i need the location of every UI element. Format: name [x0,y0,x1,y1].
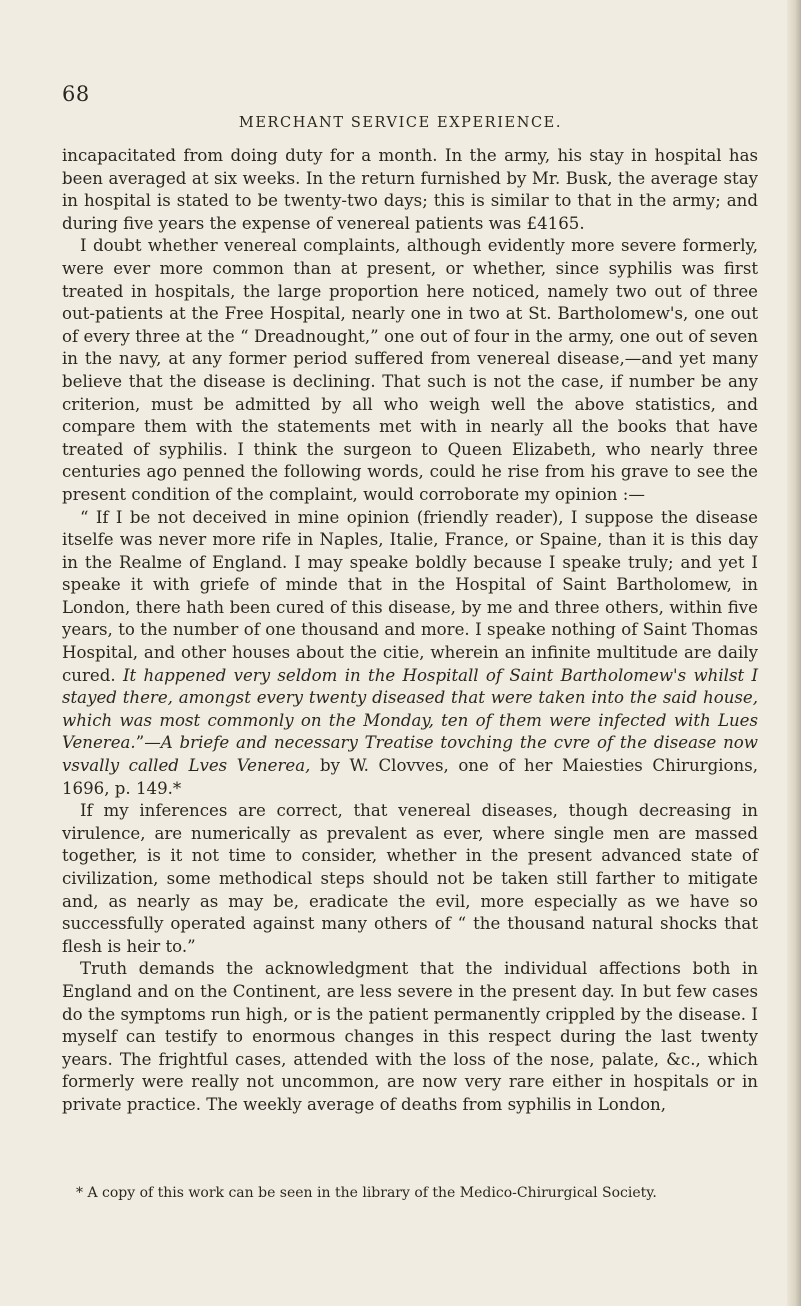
paragraph-2: I doubt whether venereal complaints, although evidently more severe formerly, were ever more common than at present, or whether, since syphilis was first treated in hospitals, the large proportion here noticed, namely two out of three out-patients at the Free Hospital, nearly one in two at St. Bartholomew's, one out of every three at the “ Dreadnought,” one out of four in the army, one out of seven in the navy, at any former period suffered from venereal disease,—and yet many believe that the disease is declining. That such is not the case, if number be any criterion, must be admitted by all who weigh well the above statistics, and compare them with the statements met with in nearly all the books that have treated of syphilis. I think the surgeon to Queen Elizabeth, who nearly three centuries ago penned the following words, could he rise from his grave to see the present condition of the complaint, would corroborate my opinion :— [62,236,758,504]
body-text [62,145,758,1117]
page-number: 68 [62,82,90,106]
page-edge-shadow [787,0,801,1306]
quotation-roman: “ If I be not deceived in mine opinion (friendly reader), I suppose the disease itselfe was never more rife in Naples, Italie, France, or Spaine, than it is this day in the Realme of England. I may speake boldly because I speake truly; and yet I speake it with griefe of minde that in the Hospital of Saint Bartholomew, in London, there hath been cured of this disease, by me and three others, within five years, to the number of one thousand and more. I speake nothing of Saint Thomas Hospital, and other houses about the citie, wherein an infinite multitude are daily cured. [62,507,758,685]
paragraph-5: Truth demands the acknowledgment that the individual affections both in England and on the Continent, are less severe in the present day. In but few cases do the symptoms run high, or is the patient permanently crippled by the disease. I myself can testify to enormous changes in this respect during the last twenty years. The frightful cases, attended with the loss of the nose, palate, &c., which formerly were really not uncommon, are now very rare either in hospitals or in private practice. The weekly average of deaths from syphilis in London, [62,959,758,1114]
footnote: * A copy of this work can be seen in the library of the Medico-Chirurgical Society. [76,1185,657,1201]
quotation-paragraph [62,507,758,801]
running-head: MERCHANT SERVICE EXPERIENCE. [238,115,563,131]
citation-author: by W. Clovves, one of her Maiesties Chirurgions, 1696, p. 149.* [62,756,758,798]
quotation-italic: It happened very seldom in the Hospitall of Saint Bartholomew's whilst I stayed there, amongst every twenty diseased that were taken into the said house, which was most commonly on the Monday, ten of them were infected with Lues Venerea. [62,665,759,753]
citation-title: A briefe and necessary Treatise tovching the cvre of the disease now vsvally called Lves Venerea, [62,733,758,776]
paragraph-1: incapacitated from doing duty for a month. In the army, his stay in hospital has been averaged at six weeks. In the return furnished by Mr. Busk, the average stay in hospital is stated to be twenty-two days; this is similar to that in the army; and during five years the expense of venereal patients was £4165. [62,146,758,233]
paragraph-4: If my inferences are correct, that venereal diseases, though decreasing in virulence, are numerically as prevalent as ever, where single men are massed together, is it not time to consider, whether in the present advanced state of civilization, some methodical steps should not be taken still farther to mitigate and, as nearly as may be, eradicate the evil, more especially as we have so successfully operated against many others of “ the thousand natural shocks that flesh is heir to.” [62,801,758,956]
quotation-close: ”— [135,733,161,753]
